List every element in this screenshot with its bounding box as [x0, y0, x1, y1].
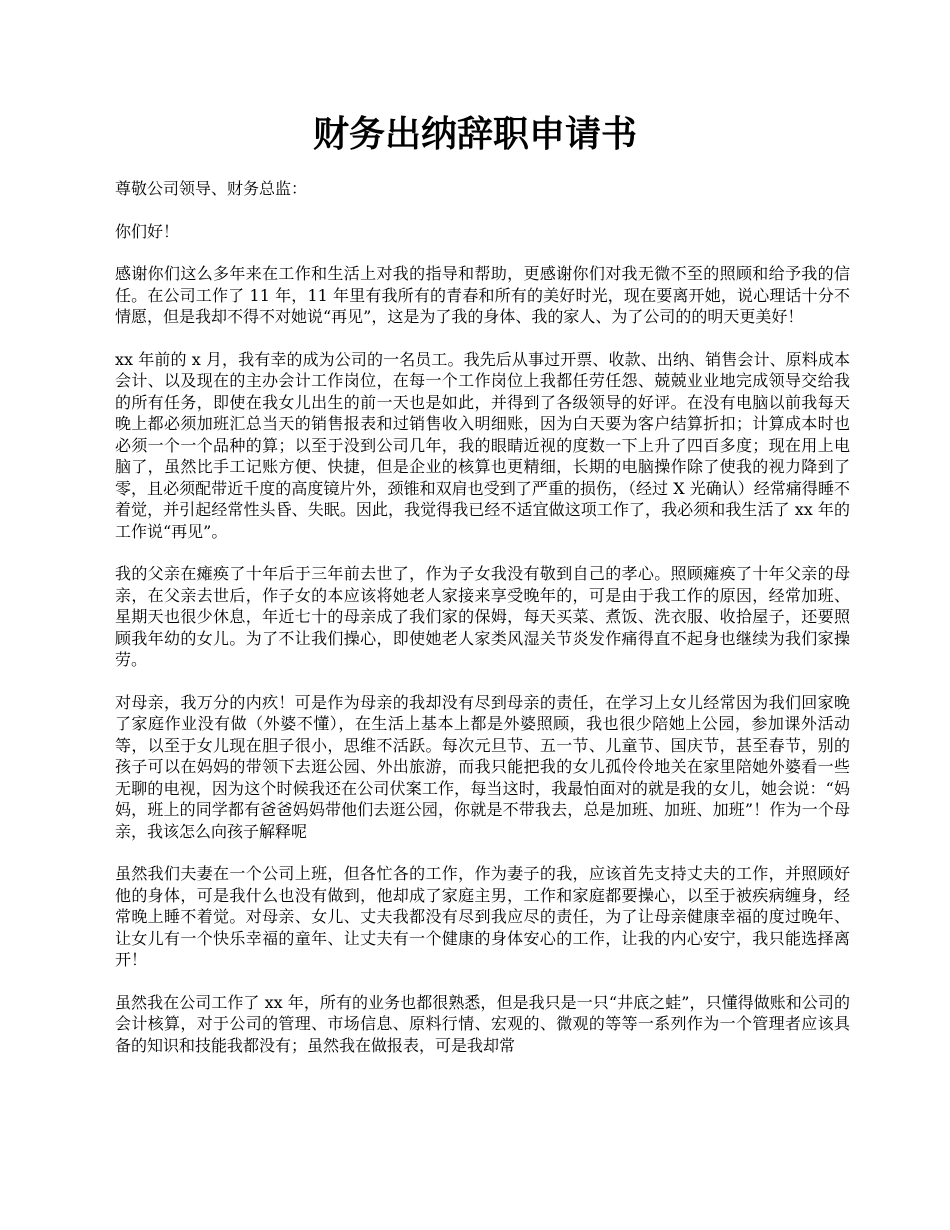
- paragraph-skills: 虽然我在公司工作了 xx 年，所有的业务也都很熟悉，但是我只是一只“井底之蛙”，只懂得做账和公司的会计核算，对于公司的管理、市场信息、原料行情、宏观的、微观的等等一系列作为一个管理者应该具备的知识和技能我都没有；虽然我在做报表，可是我却常: [115, 992, 850, 1055]
- document-title: 财务出纳辞职申请书: [312, 114, 637, 155]
- paragraph-father: 我的父亲在瘫痪了十年后于三年前去世了，作为子女我没有敬到自己的孝心。照顾瘫痪了十年父亲的母亲，在父亲去世后，作子女的本应该将她老人家接来享受晚年的，可是由于我工作的原因，经常加班、星期天也很少休息，年近七十的母亲成了我们家的保姆，每天买菜、煮饭、洗衣服、收拾屋子，还要照顾我年幼的女儿。为了不让我们操心，即使她老人家类风湿关节炎发作痛得直不起身也继续为我们家操劳。: [115, 564, 850, 669]
- paragraph-husband: 虽然我们夫妻在一个公司上班，但各忙各的工作，作为妻子的我，应该首先支持丈夫的工作，并照顾好他的身体，可是我什么也没有做到，他却成了家庭主男，工作和家庭都要操心，以至于被疾病缠身，经常晚上睡不着觉。对母亲、女儿、丈夫我都没有尽到我应尽的责任，为了让母亲健康幸福的度过晚年、让女儿有一个快乐幸福的童年、让丈夫有一个健康的身体安心的工作，让我的内心安宁，我只能选择离开！: [115, 864, 850, 969]
- salutation: 尊敬公司领导、财务总监：: [115, 179, 308, 198]
- paragraph-thanks: 感谢你们这么多年来在工作和生活上对我的指导和帮助，更感谢你们对我无微不至的照顾和给予我的信任。在公司工作了 11 年，11 年里有我所有的青春和所有的美好时光，现在要离开她，说心理话十分不情愿，但是我却不得不对她说“再见”，这是为了我的身体、我的家人、为了公司的的明天更美好！: [115, 264, 850, 326]
- greeting: 你们好！: [115, 221, 180, 241]
- paragraph-career: xx 年前的 x 月，我有幸的成为公司的一名员工。我先后从事过开票、收款、出纳、销售会计、原料成本会计、以及现在的主办会计工作岗位，在每一个工作岗位上我都任劳任怨、兢兢业业地完成领导交给我的所有任务，即使在我女儿出生的前一天也是如此，并得到了各级领导的好评。在没有电脑以前我每天晚上都必须加班汇总当天的销售报表和过销售收入明细账，因为白天要为客户结算折扣；计算成本时也必须一个一个品种的算；以至于没到公司几年，我的眼睛近视的度数一下上升了四百多度；现在用上电脑了，虽然比手工记账方便、快捷，但是企业的核算也更精细，长期的电脑操作除了使我的视力降到了零，且必须配带近千度的高度镜片外，颈锥和双肩也受到了严重的损伤，（经过 X 光确认）经常痛得睡不着觉，并引起经常性头昏、失眠。因此，我觉得我已经不适宜做这项工作了，我必须和我生活了 xx 年的工作说“再见”。: [115, 349, 850, 541]
- document-body: [115, 178, 850, 1077]
- paragraph-mother-daughter: 对母亲，我万分的内疚！可是作为母亲的我却没有尽到母亲的责任，在学习上女儿经常因为我们回家晚了家庭作业没有做（外婆不懂），在生活上基本上都是外婆照顾，我也很少陪她上公园，参加课外活动等，以至于女儿现在胆子很小，思维不活跃。每次元旦节、五一节、儿童节、国庆节，甚至春节，别的孩子可以在妈妈的带领下去逛公园、外出旅游，而我只能把我的女儿孤伶伶地关在家里陪她外婆看一些无聊的电视，因为这个时候我还在公司伏案工作，每当这时，我最怕面对的就是我的女儿，她会说：“妈妈，班上的同学都有爸爸妈妈带他们去逛公园，你就是不带我去，总是加班、加班、加班”！作为一个母亲，我该怎么向孩子解释呢: [115, 692, 850, 841]
